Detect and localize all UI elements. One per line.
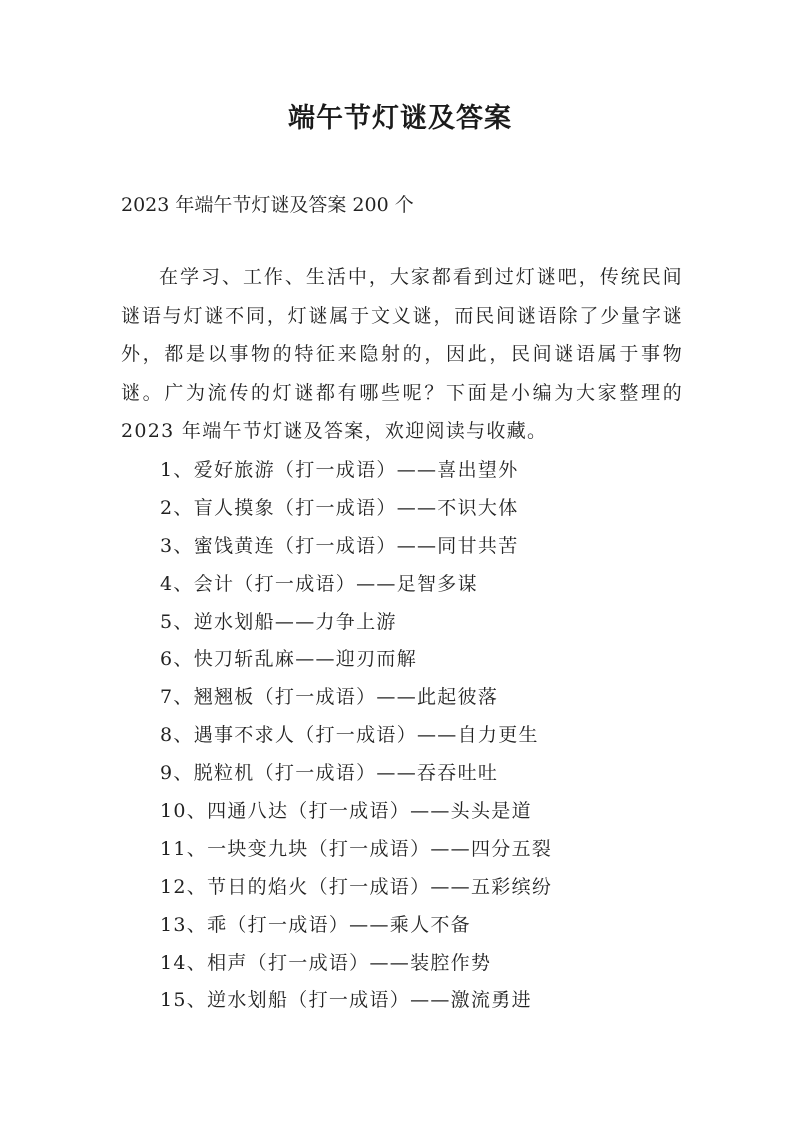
document-title: 端午节灯谜及答案 bbox=[288, 103, 512, 134]
riddle-item: 1、爱好旅游（打一成语）——喜出望外 bbox=[160, 459, 519, 481]
riddle-item: 4、会计（打一成语）——足智多谋 bbox=[160, 572, 478, 595]
document-subtitle: 2023 年端午节灯谜及答案 200 个 bbox=[121, 194, 414, 216]
riddle-item: 2、盲人摸象（打一成语）——不识大体 bbox=[160, 496, 519, 519]
riddle-item: 15、逆水划船（打一成语）——激流勇进 bbox=[160, 989, 532, 1012]
riddle-item: 3、蜜饯黄连（打一成语）——同甘共苦 bbox=[160, 534, 519, 557]
riddle-item: 10、四通八达（打一成语）——头头是道 bbox=[160, 800, 532, 823]
intro-paragraph: 在学习、工作、生活中，大家都看到过灯谜吧，传统民间谜语与灯谜不同，灯谜属于文义谜，而民间谜语除了少量字谜外，都是以事物的特征来隐射的，因此，民间谜语属于事物谜。广为流传的灯谜都有哪些呢？下面是小编为大家整理的 2023 年端午节灯谜及答案，欢迎阅读与收藏。 bbox=[121, 266, 683, 442]
riddle-item: 13、乖（打一成语）——乘人不备 bbox=[160, 913, 471, 936]
riddle-item: 8、遇事不求人（打一成语）——自力更生 bbox=[160, 724, 539, 747]
riddle-item: 7、翘翘板（打一成语）——此起彼落 bbox=[160, 686, 499, 709]
riddle-item: 5、逆水划船——力争上游 bbox=[160, 610, 397, 633]
riddle-item: 12、节日的焰火（打一成语）——五彩缤纷 bbox=[160, 875, 553, 898]
riddle-list bbox=[160, 452, 552, 1020]
riddle-item: 14、相声（打一成语）——装腔作势 bbox=[160, 951, 492, 974]
riddle-item: 11、一块变九块（打一成语）——四分五裂 bbox=[160, 837, 553, 860]
riddle-item: 9、脱粒机（打一成语）——吞吞吐吐 bbox=[160, 762, 499, 785]
riddle-item: 6、快刀斩乱麻——迎刃而解 bbox=[160, 648, 417, 671]
